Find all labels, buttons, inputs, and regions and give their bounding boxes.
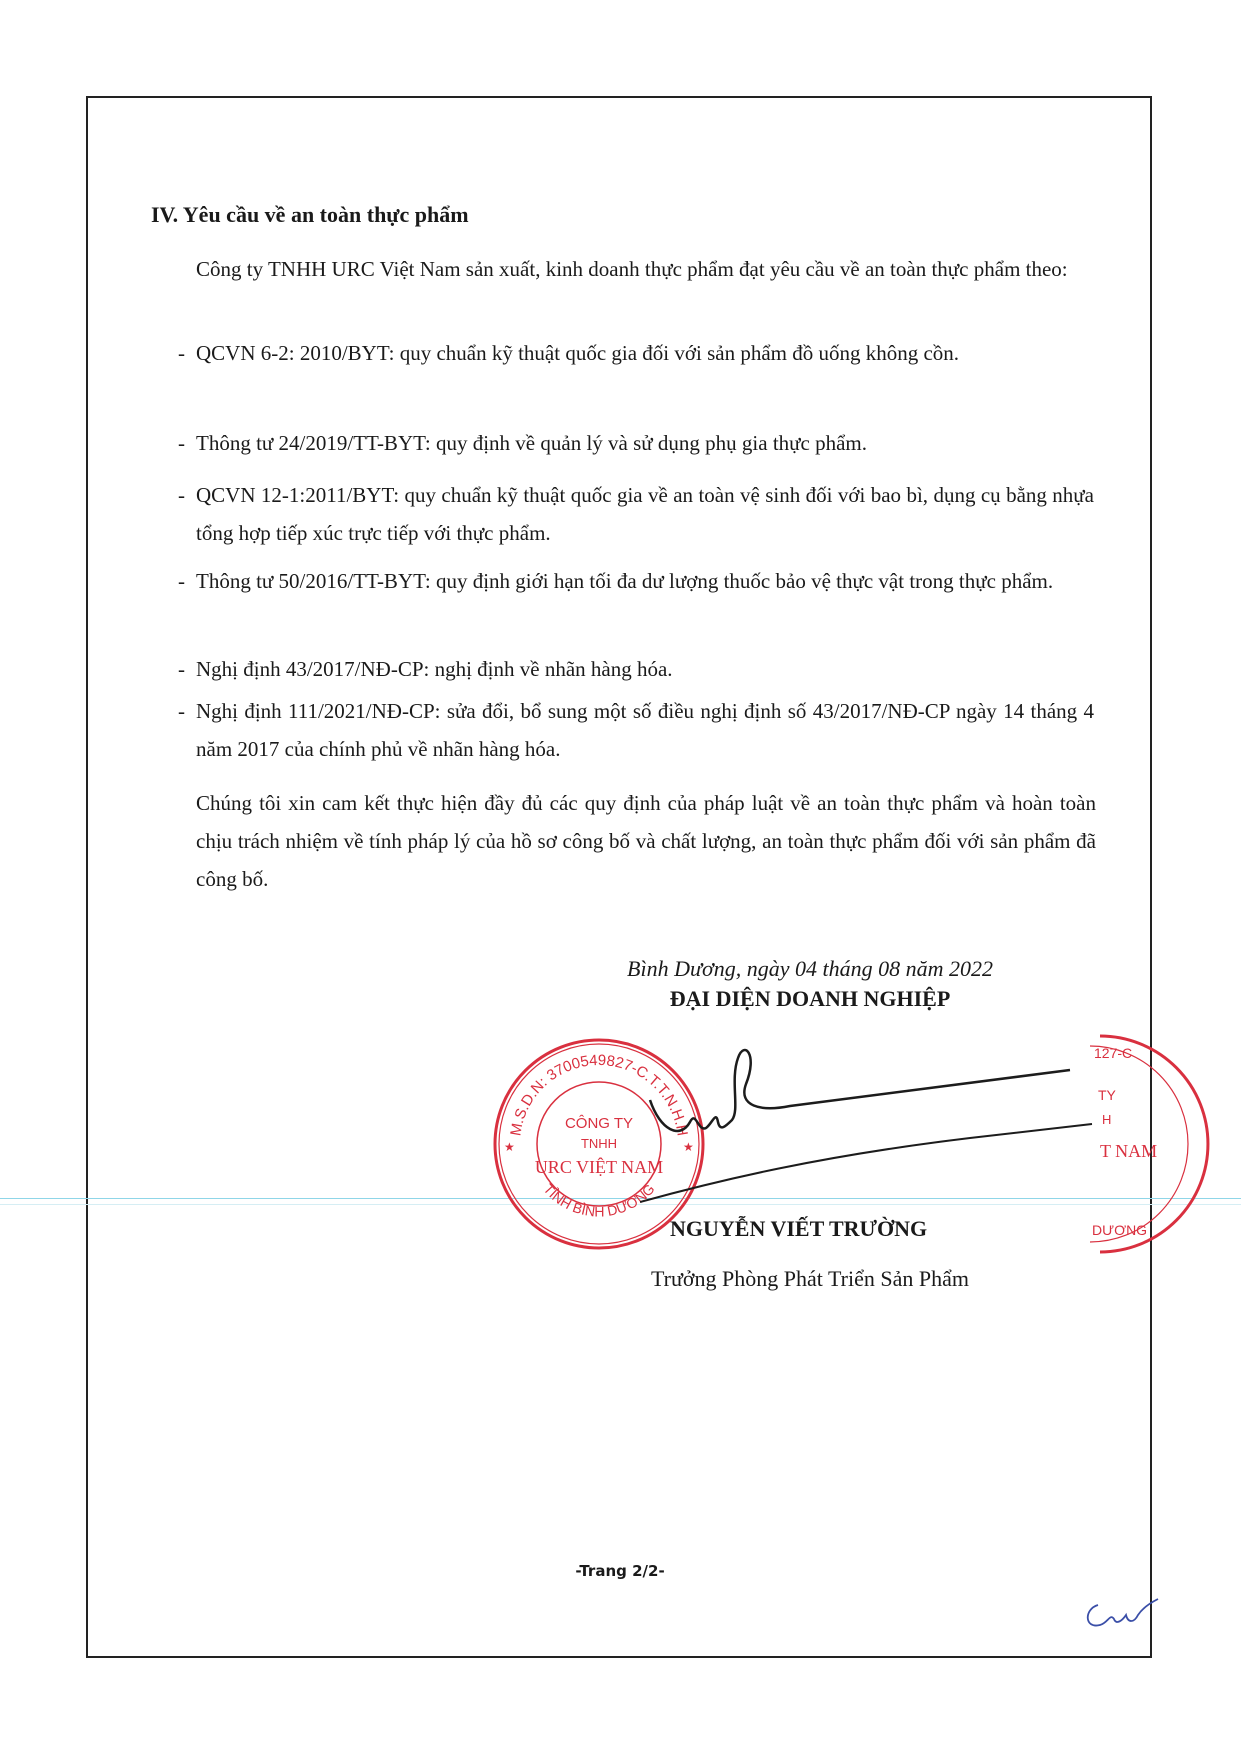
seal-line3: URC VIỆT NAM (534, 1157, 664, 1177)
signer-role: Trưởng Phòng Phát Triển Sản Phẩm (651, 1266, 969, 1291)
bullet-dash: - (178, 431, 185, 455)
bullet-dash: - (178, 483, 185, 507)
seal-line1: CÔNG TY (564, 1115, 634, 1132)
intro-paragraph: Công ty TNHH URC Việt Nam sản xuất, kinh doanh thực phẩm đạt yêu cầu về an toàn thực phẩm theo: (196, 257, 1068, 281)
bullet-dash: - (178, 657, 185, 681)
seal-ring-text: M.S.D.N: 3700549827-C.T.T.N.H.H (507, 1051, 691, 1138)
svg-text:T NAM: T NAM (1100, 1141, 1158, 1161)
list-item (178, 650, 1094, 688)
commitment-paragraph: Chúng tôi xin cam kết thực hiện đầy đủ các quy định của pháp luật về an toàn thực phẩm và hoàn toàn chịu trách nhiệm về tính pháp lý của hồ sơ công bố và chất lượng, an toàn thực phẩm đối với sản phẩm đã công bố. (196, 791, 1096, 891)
list-item (178, 334, 1094, 372)
svg-text:H: H (1102, 1112, 1112, 1127)
seal-bottom-text: TỈNH BÌNH DƯƠNG (540, 1180, 658, 1220)
handwritten-initial (1080, 1595, 1160, 1635)
seal-line2: TNHH (580, 1136, 618, 1151)
seal-star-right: ★ (683, 1140, 694, 1154)
partial-seal-stamp (1080, 1030, 1230, 1260)
bullet-dash: - (178, 569, 185, 593)
bullet-dash: - (178, 341, 185, 365)
list-item (178, 692, 1094, 768)
signer-name: NGUYỄN VIẾT TRƯỜNG (670, 1216, 928, 1241)
svg-text:DƯƠNG: DƯƠNG (1092, 1222, 1148, 1238)
svg-text:127-C: 127-C (1094, 1045, 1133, 1061)
list-item (178, 476, 1094, 552)
page-number: -Trang 2/2- (575, 1562, 665, 1580)
representative-title: ĐẠI DIỆN DOANH NGHIỆP (669, 986, 951, 1011)
list-item (178, 562, 1094, 600)
list-item-text: Thông tư 50/2016/TT-BYT: quy định giới hạn tối đa dư lượng thuốc bảo vệ thực vật trong thực phẩm. (196, 569, 1054, 593)
list-item-text: Thông tư 24/2019/TT-BYT: quy định về quản lý và sử dụng phụ gia thực phẩm. (196, 431, 868, 455)
place-date: Bình Dương, ngày 04 tháng 08 năm 2022 (627, 956, 993, 981)
list-item-text: Nghị định 111/2021/NĐ-CP: sửa đổi, bổ sung một số điều nghị định số 43/2017/NĐ-CP ngày 14 tháng 4 năm 2017 của chính phủ về nhãn hàng hóa. (196, 699, 1094, 761)
list-item (178, 424, 1094, 462)
svg-text:TY: TY (1098, 1087, 1116, 1103)
seal-star-left: ★ (504, 1140, 515, 1154)
list-item-text: Nghị định 43/2017/NĐ-CP: nghị định về nhãn hàng hóa. (196, 657, 673, 681)
section-heading: IV. Yêu cầu về an toàn thực phẩm (151, 202, 469, 227)
handwritten-signature (640, 1040, 1100, 1220)
list-item-text: QCVN 12-1:2011/BYT: quy chuẩn kỹ thuật quốc gia về an toàn vệ sinh đối với bao bì, dụng cụ bằng nhựa tổng hợp tiếp xúc trực tiếp với thực phẩm. (196, 483, 1094, 545)
list-item-text: QCVN 6-2: 2010/BYT: quy chuẩn kỹ thuật quốc gia đối với sản phẩm đồ uống không cồn. (196, 341, 960, 365)
bullet-dash: - (178, 699, 185, 723)
